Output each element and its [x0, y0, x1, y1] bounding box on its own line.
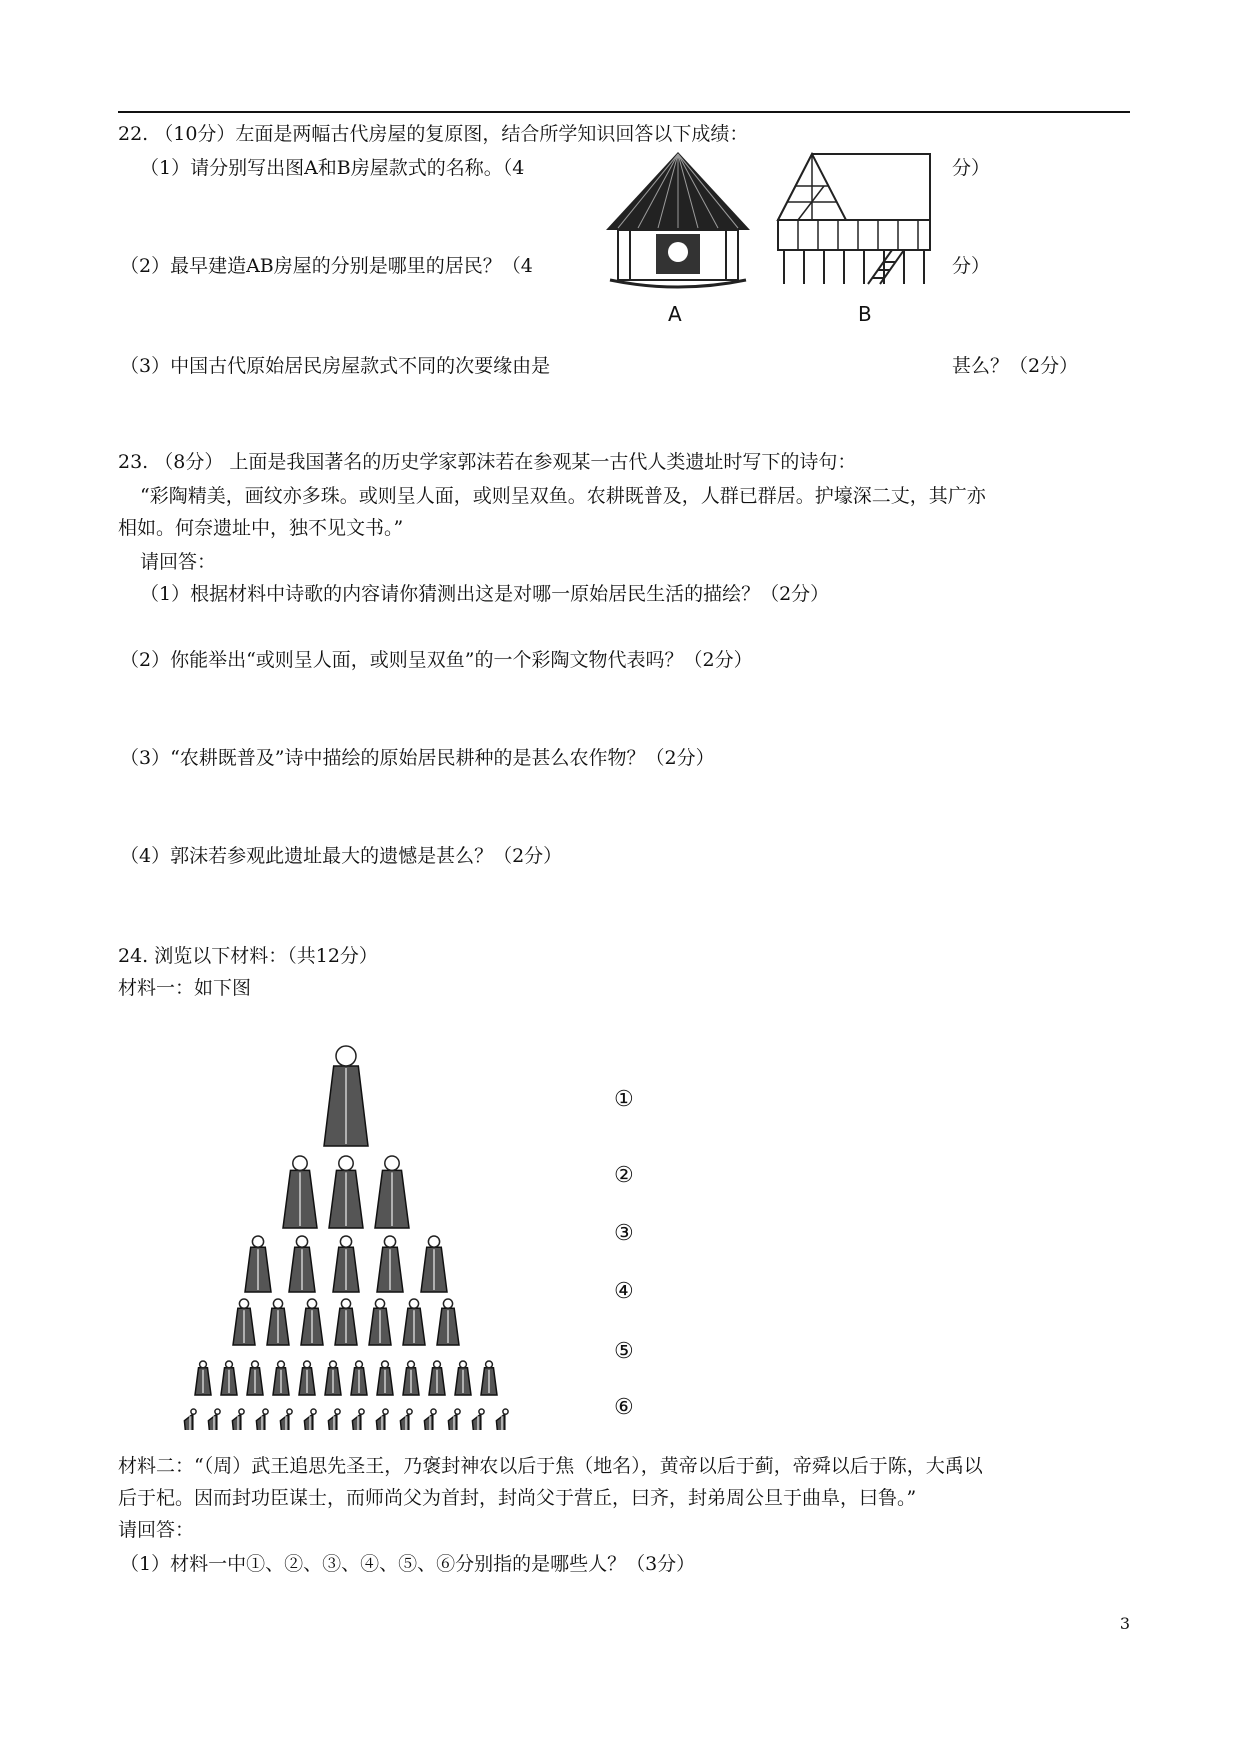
stilt-house-illustration	[768, 150, 938, 292]
page-number: 3	[1119, 1614, 1130, 1633]
person-figure	[421, 1236, 447, 1292]
level-6-label: ⑥	[614, 1395, 634, 1420]
q22-sub3: （3）中国古代原始居民房屋款式不同的次要缘由是	[120, 355, 551, 377]
q23-sub4: （4）郭沫若参观此遗址最大的遗憾是甚么？（2分）	[120, 845, 563, 867]
person-figure	[273, 1361, 289, 1395]
person-figure	[375, 1156, 409, 1228]
person-figure	[304, 1409, 316, 1430]
person-figure	[403, 1299, 425, 1345]
person-figure	[208, 1409, 220, 1430]
person-figure	[351, 1361, 367, 1395]
person-figure	[424, 1409, 436, 1430]
q23-prompt: 请回答：	[140, 551, 217, 573]
person-figure	[247, 1361, 263, 1395]
q24-material2-line2: 后于杞。因而封功臣谋士，而师尚父为首封，封尚父于营丘，曰齐，封弟周公旦于曲阜，曰鲁。”	[118, 1487, 917, 1509]
q24-title: 24. 浏览以下材料：（共12分）	[118, 945, 378, 967]
person-figure	[403, 1361, 419, 1395]
person-figure	[184, 1409, 196, 1430]
person-figure	[324, 1046, 368, 1146]
person-figure	[455, 1361, 471, 1395]
person-figure	[377, 1236, 403, 1292]
q23-sub3: （3）“农耕既普及”诗中描绘的原始居民耕种的是甚么农作物？（2分）	[120, 747, 715, 769]
person-figure	[437, 1299, 459, 1345]
q22-sub2-end: 分）	[952, 255, 991, 277]
person-figure	[221, 1361, 237, 1395]
q24-material1: 材料一：如下图	[118, 977, 252, 999]
person-figure	[376, 1409, 388, 1430]
person-figure	[301, 1299, 323, 1345]
person-figure	[481, 1361, 497, 1395]
q23-title: 23. （8分） 上面是我国著名的历史学家郭沫若在参观某一古代人类遗址时写下的诗句：	[118, 451, 857, 473]
person-figure	[329, 1156, 363, 1228]
person-figure	[289, 1236, 315, 1292]
person-figure	[267, 1299, 289, 1345]
hierarchy-pyramid-illustration	[160, 1040, 540, 1430]
q22-sub1: （1）请分别写出图A和B房屋款式的名称。（4	[140, 157, 525, 179]
person-figure	[496, 1409, 508, 1430]
person-figure	[333, 1236, 359, 1292]
person-figure	[195, 1361, 211, 1395]
person-figure	[245, 1236, 271, 1292]
person-figure	[233, 1299, 255, 1345]
round-hut-illustration	[604, 148, 752, 290]
q22-sub2: （2）最早建造AB房屋的分别是哪里的居民？（4	[120, 255, 533, 277]
person-figure	[335, 1299, 357, 1345]
level-3-label: ③	[614, 1221, 634, 1246]
level-1-label: ①	[614, 1087, 634, 1112]
person-figure	[448, 1409, 460, 1430]
person-figure	[283, 1156, 317, 1228]
person-figure	[325, 1361, 341, 1395]
q22-sub3-end: 甚么？（2分）	[952, 355, 1079, 377]
header-rule	[118, 111, 1130, 113]
q23-poem-line2: 相如。何奈遗址中，独不见文书。”	[118, 517, 404, 539]
q22-title: 22. （10分）左面是两幅古代房屋的复原图，结合所学知识回答以下成绩：	[118, 123, 749, 145]
q24-prompt: 请回答：	[118, 1519, 195, 1541]
person-figure	[280, 1409, 292, 1430]
q22-sub1-end: 分）	[952, 157, 991, 179]
level-4-label: ④	[614, 1279, 634, 1304]
person-figure	[369, 1299, 391, 1345]
q23-sub2: （2）你能举出“或则呈人面，或则呈双鱼”的一个彩陶文物代表吗？（2分）	[120, 649, 753, 671]
person-figure	[400, 1409, 412, 1430]
q23-poem-line1: “彩陶精美，画纹亦多珠。或则呈人面，或则呈双鱼。农耕既普及，人群已群居。护壕深二丈，其广亦	[140, 485, 986, 507]
person-figure	[472, 1409, 484, 1430]
person-figure	[256, 1409, 268, 1430]
illustration-label-a: A	[668, 302, 682, 326]
level-2-label: ②	[614, 1163, 634, 1188]
illustration-label-b: B	[858, 302, 872, 326]
person-figure	[429, 1361, 445, 1395]
q24-material2-line1: 材料二：“（周）武王追思先圣王，乃褒封神农以后于焦（地名），黄帝以后于蓟，帝舜以后于陈，大禹以	[118, 1455, 983, 1477]
person-figure	[232, 1409, 244, 1430]
person-figure	[299, 1361, 315, 1395]
level-5-label: ⑤	[614, 1339, 634, 1364]
person-figure	[352, 1409, 364, 1430]
q23-sub1: （1）根据材料中诗歌的内容请你猜测出这是对哪一原始居民生活的描绘？（2分）	[140, 583, 830, 605]
q24-sub1: （1）材料一中①、②、③、④、⑤、⑥分别指的是哪些人？（3分）	[120, 1553, 696, 1575]
person-figure	[328, 1409, 340, 1430]
person-figure	[377, 1361, 393, 1395]
